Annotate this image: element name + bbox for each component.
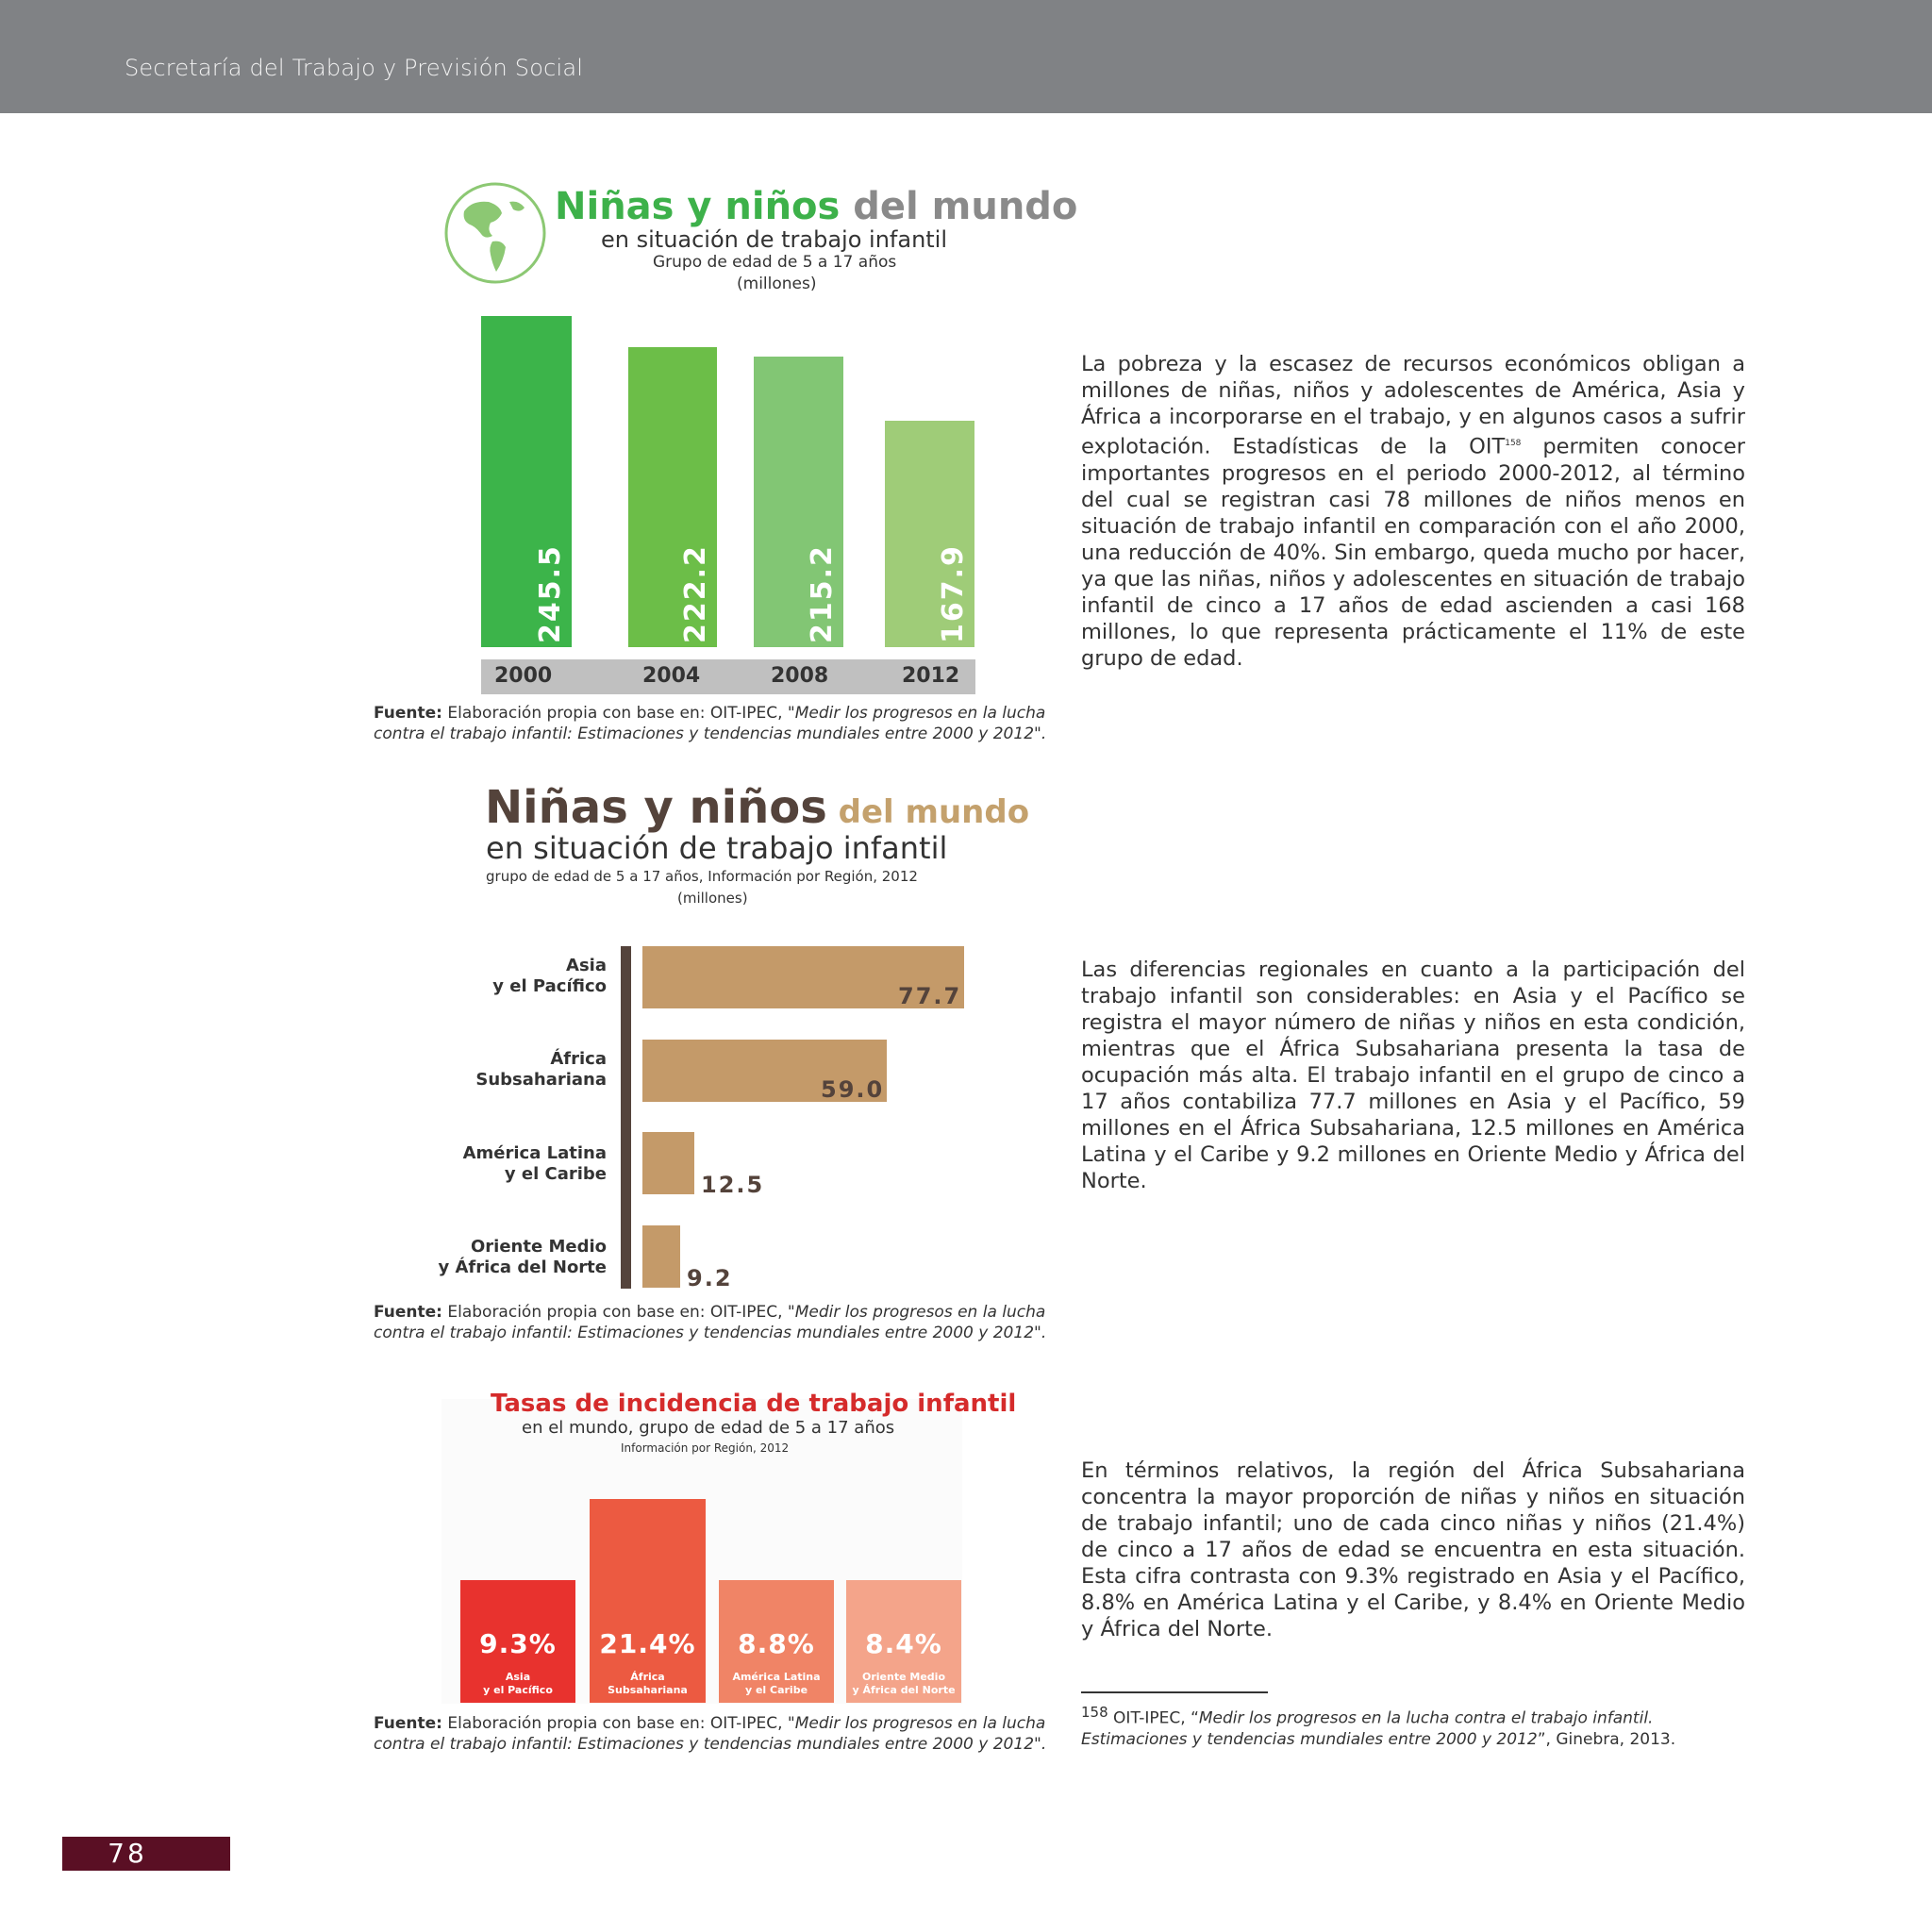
source-text: Elaboración propia con base en: OIT-IPEC, " xyxy=(441,704,795,723)
source-text: Elaboración propia con base en: OIT-IPEC, " xyxy=(441,1303,795,1322)
chart3-bar-value: 9.3% xyxy=(479,1628,557,1659)
paragraph-2: Las diferencias regionales en cuanto a la participación del trabajo infantil son considerables: en Asia y el Pacífico se registra el mayor número de niñas y niños en esta condición, mientras que el África Subsahariana presenta la tasa de ocupación más alta. El trabajo infantil en el grupo de cinco a 17 años contabiliza 77.7 millones en Asia y el Pacífico, 59 millones en el África Subsahariana, 12.5 millones en América Latina y el Caribe y 9.2 millones en Oriente Medio y África del Norte. xyxy=(1081,958,1745,1193)
chart2-category-line: y África del Norte xyxy=(438,1257,607,1277)
chart3-category-label xyxy=(719,1671,834,1697)
chart1-bar-value: 215.2 xyxy=(806,544,839,643)
paragraph-1 xyxy=(1081,351,1745,672)
source-italic: Medir los progresos en la lucha xyxy=(794,704,1046,723)
chart2-category-label xyxy=(463,1143,607,1185)
source-label: Fuente: xyxy=(374,704,442,723)
chart2-category-line: y el Pacífico xyxy=(492,976,607,996)
chart1-year-label: 2000 xyxy=(494,664,553,688)
chart2-subtitle: en situación de trabajo infantil xyxy=(486,830,948,866)
chart3-bar-value: 21.4% xyxy=(599,1628,696,1659)
chart2-category-line: África xyxy=(550,1049,607,1069)
source-label: Fuente: xyxy=(374,1303,442,1322)
chart2-category-line: América Latina xyxy=(462,1143,607,1163)
chart3-subtitle2: Información por Región, 2012 xyxy=(621,1441,790,1455)
chart3-bar-value: 8.4% xyxy=(865,1628,942,1659)
chart2-title-tan: del mundo xyxy=(826,793,1030,831)
chart2-subtitle2: grupo de edad de 5 a 17 años, Información por Región, 2012 xyxy=(486,868,918,885)
chart1-year-label: 2012 xyxy=(902,664,960,688)
chart3-category-line: Oriente Medio xyxy=(862,1671,945,1683)
source-italic: Medir los progresos en la lucha xyxy=(794,1714,1046,1733)
chart1-source xyxy=(374,703,1046,744)
chart1-subtitle3: (millones) xyxy=(737,275,817,293)
chart2-category-label xyxy=(475,1049,607,1091)
chart2-axis-line xyxy=(621,946,631,1289)
chart3-bar-value: 8.8% xyxy=(738,1628,815,1659)
source-text: Elaboración propia con base en: OIT-IPEC, " xyxy=(441,1714,795,1733)
chart1-title-gray: del mundo xyxy=(840,185,1078,228)
source-italic: contra el trabajo infantil: Estimaciones y tendencias mundiales entre 2000 y 2012". xyxy=(374,1324,1047,1342)
chart2-category-line: Asia xyxy=(566,956,607,975)
footnote-text: OIT-IPEC, “ xyxy=(1108,1708,1199,1728)
source-italic: contra el trabajo infantil: Estimaciones y tendencias mundiales entre 2000 y 2012". xyxy=(374,724,1047,743)
chart1-year-label: 2008 xyxy=(771,664,829,688)
chart1-subtitle: en situación de trabajo infantil xyxy=(601,226,948,253)
footnote-italic: Medir los progresos en la lucha contra el trabajo infantil. Estimaciones y tendencias mundiales entre 2000 y 2012 xyxy=(1081,1708,1654,1749)
chart2-category-line: Subsahariana xyxy=(475,1070,607,1090)
chart2-bar-value: 12.5 xyxy=(701,1172,765,1198)
chart3-category-label xyxy=(460,1671,575,1697)
chart3-title: Tasas de incidencia de trabajo infantil xyxy=(491,1390,1017,1418)
chart2-category-label xyxy=(492,956,607,997)
chart3-category-label xyxy=(590,1671,706,1697)
chart2-subtitle3: (millones) xyxy=(677,890,748,907)
chart2-bar xyxy=(642,1132,694,1194)
chart1-subtitle2: Grupo de edad de 5 a 17 años xyxy=(653,253,897,272)
footnote xyxy=(1081,1702,1760,1750)
chart3-category-line: América Latina xyxy=(732,1671,821,1683)
source-italic: Medir los progresos en la lucha xyxy=(794,1303,1046,1322)
globe-icon xyxy=(443,181,547,285)
footnote-text: ”, Ginebra, 2013. xyxy=(1537,1729,1676,1749)
chart2-category-line: Oriente Medio xyxy=(471,1237,607,1257)
chart2-bar xyxy=(642,1225,680,1288)
paragraph-1-text-a: La pobreza y la escasez de recursos económicos obligan a millones de niñas, niños y adolescentes de América, Asia y África a incorporarse en el trabajo, y en algunos casos a sufrir explotación. Estadísticas de la OIT xyxy=(1081,352,1745,459)
chart2-category-line: y el Caribe xyxy=(504,1164,607,1184)
chart1-title-green: Niñas y niños xyxy=(555,185,841,228)
footnote-ref[interactable]: 158 xyxy=(1505,439,1522,448)
chart1-year-label: 2004 xyxy=(642,664,701,688)
chart2-source xyxy=(374,1302,1046,1343)
paragraph-1-text-b: permiten conocer importantes progresos en el periodo 2000-2012, al término del cual se registran casi 78 millones de niños menos en situación de trabajo infantil en comparación con el año 2000, una reducción de 40%. Sin embargo, queda mucho por hacer, ya que las niñas, niños y adolescentes en situación de trabajo infantil de cinco a 17 años de edad ascienden a casi 168 millones, lo que representa prácticamente el 11% de este grupo de edad. xyxy=(1081,434,1745,671)
chart2-bar-value: 59.0 xyxy=(821,1076,885,1103)
chart2-title xyxy=(485,781,1029,834)
chart1-bar-value: 222.2 xyxy=(679,544,712,643)
footnote-number: 158 xyxy=(1081,1704,1108,1721)
chart3-category-line: Asia xyxy=(505,1671,531,1683)
paragraph-3: En términos relativos, la región del África Subsahariana concentra la mayor proporción de niñas y niños en situación de trabajo infantil; uno de cada cinco niñas y niños (21.4%) de cinco a 17 años de edad se encuentra en esta situación. Esta cifra contrasta con 9.3% registrado en Asia y el Pacífico, 8.8% en América Latina y el Caribe, y 8.4% en Oriente Medio y África del Norte. xyxy=(1081,1458,1745,1641)
source-italic: contra el trabajo infantil: Estimaciones y tendencias mundiales entre 2000 y 2012". xyxy=(374,1735,1047,1754)
chart3-category-label xyxy=(846,1671,961,1697)
chart1-title xyxy=(555,185,1077,228)
page-number: 78 xyxy=(108,1838,147,1869)
chart3-category-line: y África del Norte xyxy=(852,1684,956,1696)
source-label: Fuente: xyxy=(374,1714,442,1733)
chart2-title-dark: Niñas y niños xyxy=(485,781,827,834)
footnote-divider xyxy=(1081,1691,1268,1693)
header-title: Secretaría del Trabajo y Previsión Social xyxy=(125,55,584,81)
chart2-bar-value: 9.2 xyxy=(687,1265,733,1291)
chart2-bar-value: 77.7 xyxy=(898,983,962,1009)
chart3-source xyxy=(374,1713,1046,1755)
chart1-bar-value: 245.5 xyxy=(534,544,567,643)
chart3-category-line: y el Caribe xyxy=(744,1684,808,1696)
chart3-category-line: África xyxy=(630,1671,665,1683)
chart3-subtitle: en el mundo, grupo de edad de 5 a 17 años xyxy=(522,1418,895,1438)
chart3-category-line: Subsahariana xyxy=(608,1684,688,1696)
chart2-category-label xyxy=(438,1237,607,1278)
page-number-box xyxy=(62,1837,230,1871)
chart3-category-line: y el Pacífico xyxy=(483,1684,553,1696)
page-header xyxy=(0,0,1932,113)
chart1-bar-value: 167.9 xyxy=(937,544,970,643)
